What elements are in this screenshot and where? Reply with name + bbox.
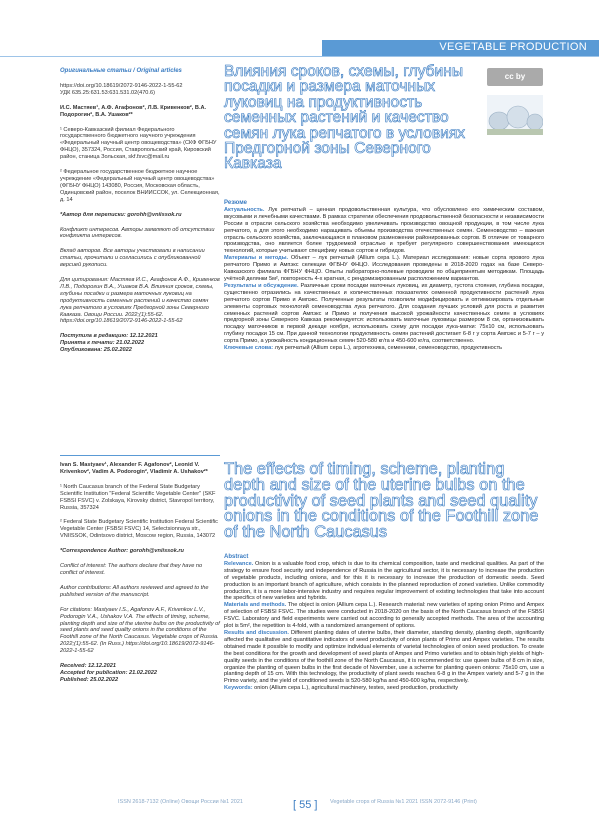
sidebar-en: [60, 462, 220, 684]
citation-en: For citations: Mastyaev I.S., Agafonov A.F., Krivenkov L.V., Podorogin V.A., Ushakov V.A. The effects of timing, scheme, planting depth and size of the uterine bulbs on the productivity of seed plants and seed quality onions in the conditions of the Foothill zone of the North Caucasus. Vegetable crops of Russia. 2022;(1):55-62. (In Russ.) https://doi.org/10.18619/2072-9146-2022-1-55-62: [60, 606, 220, 655]
keywords-label-ru: Ключевые слова:: [224, 345, 274, 352]
title-en: The effects of timing, scheme, planting depth and size of the uterine bulbs on the productivity of seed plants and seed quality onions in the conditions of the Foothill zone of the North Caucasus: [224, 460, 539, 542]
methods-label-ru: Материалы и методы.: [224, 255, 289, 262]
contribution-ru: Вклад авторов. Все авторы участвовали в написании статьи, прочитали и согласились с опубликованной версией рукописи.: [60, 248, 205, 269]
relevance-label-ru: Актуальность.: [224, 206, 265, 213]
affiliation-en-1: ¹ North Caucasus branch of the Federal State Budgetary Scientific Institution "Federal Scientific Vegetable Center" (SKF FSBSI FSVC) v. Zolskaya, Kirovsky district, Stavropol territory, Russia, 357324: [60, 483, 216, 511]
cc-license-badge: cc by: [487, 68, 543, 86]
contribution-en: Author contributions: All authors reviewed and agreed to the published version of the manuscript.: [60, 584, 209, 598]
section-banner: [322, 40, 599, 56]
section-banner-text: VEGETABLE PRODUCTION: [439, 41, 587, 53]
title-ru: Влияния сроков, схемы, глубины посадки и размера маточных луковиц на продуктивность семенных растений и качество семян лука репчатого в условиях Предгорной зоны Северного Кавказа: [224, 63, 466, 173]
keywords-text-en: onion (Allium cepa L.), agricultural machinery, testes, seed production, productivity: [254, 685, 459, 692]
keywords-label-en: Keywords:: [224, 685, 253, 692]
page-number: [ 55 ]: [293, 799, 318, 811]
authors-en: Ivan S. Mastyaev¹, Alexander F. Agafonov², Leonid V. Krivenkov², Vadim A. Podorogin², Vladimir A. Ushakov²*: [60, 462, 208, 475]
accepted-en: Accepted for publication: 21.02.2022: [60, 669, 157, 676]
abstract-ru: [224, 200, 544, 352]
citation-ru: Для цитирования: Мастяев И.С., Агафонов А.Ф., Кривенков Л.В., Подорогин В.А., Ушаков В.А. Влияния сроков, схемы, глубины посадки и размера маточных луковиц на продуктивность семенных растений и качество семян лука репчатого в условиях Предгорной зоны Северного Кавказа. Овощи России. 2022;(1):55-62. https://doi.org/10.18619/2072-9146-2022-1-55-62: [60, 277, 220, 325]
greenhouse-domes-image: [487, 95, 543, 135]
relevance-label-en: Relevance.: [224, 560, 254, 567]
abstract-heading-en: Abstract: [224, 554, 249, 560]
results-text-ru: Различные сроки посадки маточных луковиц, их диаметр, густота стояния, глубина посадки, существенно отразились на качественных и количественных показателях семенной продуктивности растений лука репчатого сортов Примо и Ампэкс. Полученные результаты позволили модифицировать и оптимизировать отдельные элементы сортовых технологий семеноводства лука репчатого. Для создания лучших условий для роста и развития семенных растений сортов Ампэкс и Примо и получения высокой урожайности качественных семян в условиях предгорной зоны Северного Кавказа рекомендуется: использовать маточные луковицы размером 8 см, организовывать посадку маточников в первой декаде ноября, использовать схему для посадки лука-матки: 75х10 см, использовать глубину посадки 15 см. При данной технологии продуктивность семян растений достигает 6-8 г у сорта Ампэкс и 5-7 г – у сорта Примо, а урожайность кондиционных семян 520-580 кг/га и 450-600 кг/га, соответственно.: [224, 282, 544, 345]
article-type: Оригинальные статьи / Original articles: [60, 68, 182, 74]
methods-text-en: The object is onion (Allium cepa L.). Research material: new varieties of spring onion Primo and Ampex of selection of FSBSI FSVC. The studies were conducted in 2018-2020 on the basis of the North Caucasus branch of the FSBSI FSVC. Laboratory and field experiments were carried out according to generally accepted methods. The area of the accounting plot is 5m², the repetition is 4-fold, with a randomized arrangement of options.: [224, 602, 545, 630]
footer-left: ISSN 2618-7132 (Online) Овощи России №1 2021: [118, 799, 243, 805]
results-label-ru: Результаты и обсуждение.: [224, 282, 299, 289]
methods-text-ru: Объект – лук репчатый (Allium cepa L.). Материал исследования: новые сорта ярового лука репчатого Примо и Ампэкс селекции ФГБНУ ФНЦО. Исследования проведены в 2018-2020 годах на базе Северо-Кавказского филиала ФГБНУ ФНЦО. Опыты лабораторно-полевые проводили по общепринятым методикам. Площадь учётной делянки 5м², повторность 4-х кратная, с рендомизированным расположением вариантов.: [224, 255, 544, 282]
results-label-en: Results and discussion.: [224, 629, 289, 636]
correspondence-ru: *Автор для переписки: gorohh@vniissok.ru: [60, 211, 182, 218]
keywords-text-ru: лук репчатый (Allium cepa L.), агротехника, семенники, семеноводство, продуктивность: [274, 345, 503, 352]
page-footer: [0, 796, 599, 810]
methods-label-en: Materials and methods.: [224, 602, 287, 609]
footer-right: Vegetable crops of Russia №1 2021 ISSN 2072-9146 (Print): [330, 799, 477, 805]
published-en: Published: 25.02.2022: [60, 676, 119, 683]
published-ru: Опубликована: 25.02.2022: [60, 347, 132, 354]
affiliation-en-2: ² Federal State Budgetary Scientific Institution Federal Scientific Vegetable Center (FSBSI FSVC) 14, Selectsionnaya str., VNIISSOK, Odintsovo district, Moscow region, Russia, 143072: [60, 519, 218, 540]
abstract-en: [224, 554, 544, 692]
received-ru: Поступила в редакцию: 12.12.2021: [60, 333, 158, 340]
affiliation-ru-2: ² Федеральное государственное бюджетное научное учреждение «Федеральный научный центр овощеводства» (ФГБНУ ФНЦО) 143080, Россия, Московская область, Одинцовский район, поселок ВНИИССОК, ул. Селекционная, д. 14: [60, 169, 220, 203]
accepted-ru: Принята к печати: 21.02.2022: [60, 340, 145, 347]
conflict-ru: Конфликт интересов. Авторы заявляют об отсутствии конфликта интересов.: [60, 226, 215, 240]
conflict-en: Conflict of interest: The authors declare that they have no conflict of interest.: [60, 563, 203, 576]
authors-ru: И.С. Мастяев¹, А.Ф. Агафонов², Л.В. Кривенков², В.А. Подорогин², В.А. Ушаков²*: [60, 104, 207, 118]
relevance-text-en: Onion is a valuable food crop, which is due to its chemical composition, taste and medicinal qualities. As part of the strategy to ensure food security and independence of Russia in the agricultural sector, it is necessary to increase the production of vegetable products, including onions, and for this it is necessary to increase the production of domestic seeds. Seed production is an important branch of agriculture, which consists in the planned reproduction of zoned varieties. Unlike commodity production, it is a more labor-intensive industry and requires regular improvement of existing technologies that take into account the specifics of new varieties and hybrids.: [224, 560, 544, 602]
abstract-heading-ru: Резюме: [224, 200, 247, 206]
affiliation-ru-1: ¹ Северо-Кавказский филиал Федерального государственного бюджетного научного учреждения «Федеральный научный центр овощеводства» (СКФ ФГБНУ ФНЦО), 357324, Россия, Ставропольский край, Кировский район, станица Зольская, skf.fsvc@mail.ru: [60, 126, 217, 161]
top-rule: [0, 56, 599, 57]
relevance-text-ru: Лук репчатый – ценная продовольственная культура, что обусловлено его химическим составом, вкусовыми и лечебными качествами. В рамках стратегии обеспечения продовольственной безопасности и независимости России в отрасли сельского хозяйства необходимо увеличивать производство овощной продукции, в том числе лука репчатого, а для этого необходимо наращивать объемы производства отечественных семян. Семеноводство – важная отрасль сельского хозяйства, заключающаяся в плановом размножении районированных сортов. В отличие от товарного производства, оно является более трудоемкой отраслью и требует регулярного совершенствования имеющихся технологий, которые учитывают специфику новых сортов и гибридов.: [224, 206, 544, 255]
udc: УДК 635.25:631.53:631.531.02(470.6): [60, 89, 155, 96]
received-en: Received: 12.12.2021: [60, 663, 116, 670]
doi-link[interactable]: https://doi.org/10.18619/2072-9146-2022-1-55-62: [60, 82, 183, 89]
correspondence-en: *Correspondence Author: gorohh@vniissok.ru: [60, 548, 184, 555]
sidebar-divider: [60, 455, 220, 456]
results-text-en: Different planting dates of uterine bulbs, their diameter, standing density, planting depth, significantly affected the qualitative and quantitative indicators of seed productivity of onion plants of Primo and Ampex varieties. The results obtained made it possible to modify and optimize individual elements of varietal technologies of onion seed production. To create the best conditions for the growth and development of seed plants of Ampex and Primo varieties and to obtain high yields of high-quality seeds in the conditions of the foothill zone of the North Caucasus, it is recommended to: use queen bulbs of 8 cm in size, organize the planting of queen bulbs in the first decade of November, use a scheme for planting queen onions: 75x10 cm, use a planting depth of 15 cm. With this technology, the productivity of plant seeds reaches 6-8 g in the Ampex variety and 5-7 g in the Primo variety, and the yield of conditioned seeds is 520-580 kg/ha and 450-600 kg/ha, respectively.: [224, 629, 544, 685]
sidebar-ru: [60, 68, 220, 354]
